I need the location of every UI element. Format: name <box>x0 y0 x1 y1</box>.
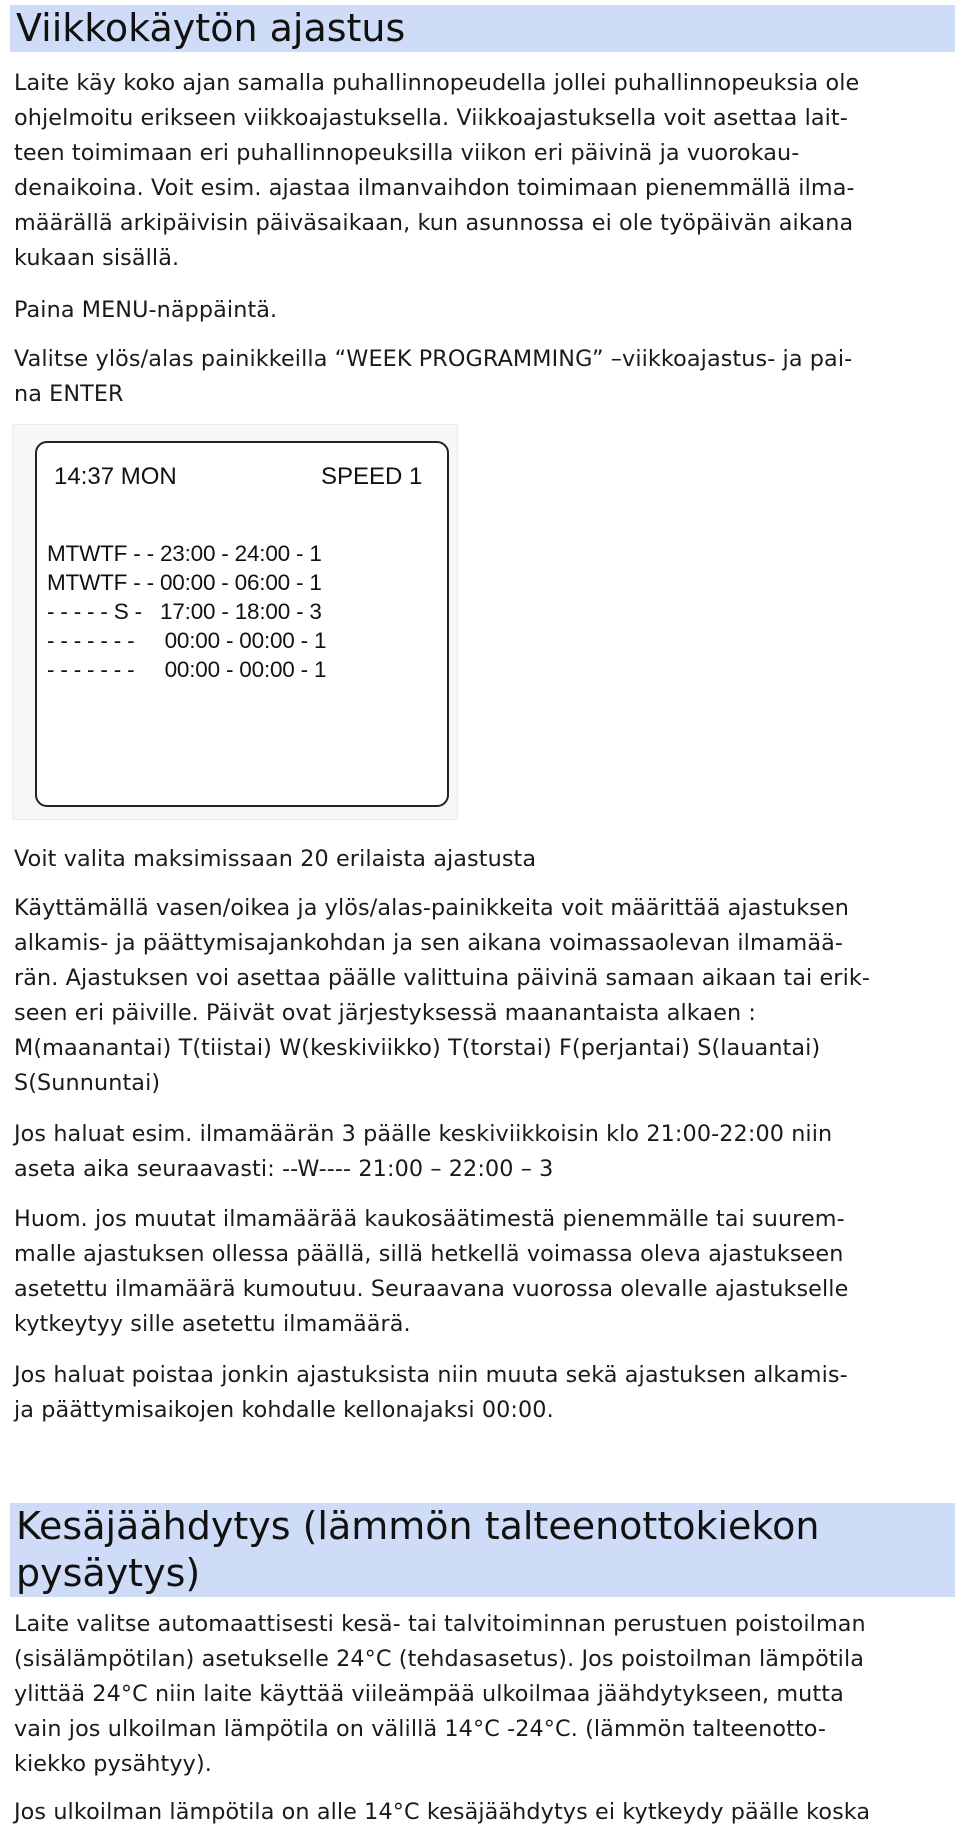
schedule-line: MTWTF - - 00:00 - 06:00 - 1 <box>47 570 322 595</box>
summer-cooling-paragraph: Laite valitse automaattisesti kesä- tai talvitoiminnan perustuen poistoilman (sisälämpötilan) asetukselle 24°C (tehdasasetus). Jos poistoilman lämpötila ylittää 24°C niin laite käyttää viileämpää ulkoilmaa jäähdytykseen, mutta vain jos ulkoilman lämpötila on välillä 14°C -24°C. (lämmön talteenotto- kiekko pysähtyy). <box>14 1611 866 1777</box>
example-paragraph: Jos haluat esim. ilmamäärän 3 päälle keskiviikkoisin klo 21:00-22:00 niin aseta aika seuraavasti: --W---- 21:00 – 22:00 – 3 <box>14 1121 833 1182</box>
press-menu-paragraph: Paina MENU-näppäintä. <box>14 297 278 323</box>
schedule-line: MTWTF - - 23:00 - 24:00 - 1 <box>47 541 322 566</box>
schedule-line: - - - - - - - 00:00 - 00:00 - 1 <box>47 628 327 653</box>
display-speed: SPEED 1 <box>321 463 423 490</box>
intro-paragraph: Laite käy koko ajan samalla puhallinnopeudella jollei puhallinnopeuksia ole ohjelmoitu erikseen viikkoajastuksella. Viikkoajastuksella voit asettaa lait- teen toimimaan eri puhallinnopeuksilla viikon eri päivinä ja vuorokau- denaikoina. Voit esim. ajastaa ilmanvaihdon toimimaan pienemmällä ilma- määrällä arkipäivisin päiväsaikaan, kun asunnossa ei ole työpäivän aikana kukaan sisällä. <box>14 70 860 271</box>
schedule-line: - - - - - - - 00:00 - 00:00 - 1 <box>47 657 327 682</box>
display-screenshot <box>12 424 458 820</box>
section-heading-week-programming: Viikkokäytön ajastus <box>10 5 955 52</box>
max-schedules-paragraph: Voit valita maksimissaan 20 erilaista ajastusta <box>14 846 537 872</box>
section-heading-summer-cooling: Kesäjäähdytys (lämmön talteenottokiekon pysäytys) <box>10 1503 955 1597</box>
select-week-programming-paragraph: Valitse ylös/alas painikkeilla “WEEK PROGRAMMING” –viikkoajastus- ja pai- na ENTER <box>14 346 853 407</box>
note-paragraph: Huom. jos muutat ilmamäärää kaukosäätimestä pienemmälle tai suurem- malle ajastuksen ollessa päällä, sillä hetkellä voimassa oleva ajastukseen asetettu ilmamäärä kumoutuu. Seuraavana vuorossa olevalle ajastukselle kytkeytyy sille asetettu ilmamäärä. <box>14 1206 849 1337</box>
schedule-line: - - - - - S - 17:00 - 18:00 - 3 <box>47 599 322 624</box>
display-time: 14:37 MON <box>54 463 177 490</box>
usage-paragraph: Käyttämällä vasen/oikea ja ylös/alas-painikkeita voit määrittää ajastuksen alkamis- ja päättymisajankohdan ja sen aikana voimassaolevan ilmamää- rän. Ajastuksen voi asettaa päälle valittuina päivinä samaan aikaan tai erik- seen eri päiville. Päivät ovat järjestyksessä maanantaista alkaen : M(maanantai) T(tiistai) W(keskiviikko) T(torstai) F(perjantai) S(lauantai) S(Sunnuntai) <box>14 895 871 1096</box>
outdoor-temperature-paragraph: Jos ulkoilman lämpötila on alle 14°C kesäjäähdytys ei kytkeydy päälle koska <box>14 1799 871 1825</box>
remove-schedule-paragraph: Jos haluat poistaa jonkin ajastuksista niin muuta sekä ajastuksen alkamis- ja päättymisaikojen kohdalle kellonajaksi 00:00. <box>14 1362 848 1423</box>
lcd-display <box>35 441 449 807</box>
